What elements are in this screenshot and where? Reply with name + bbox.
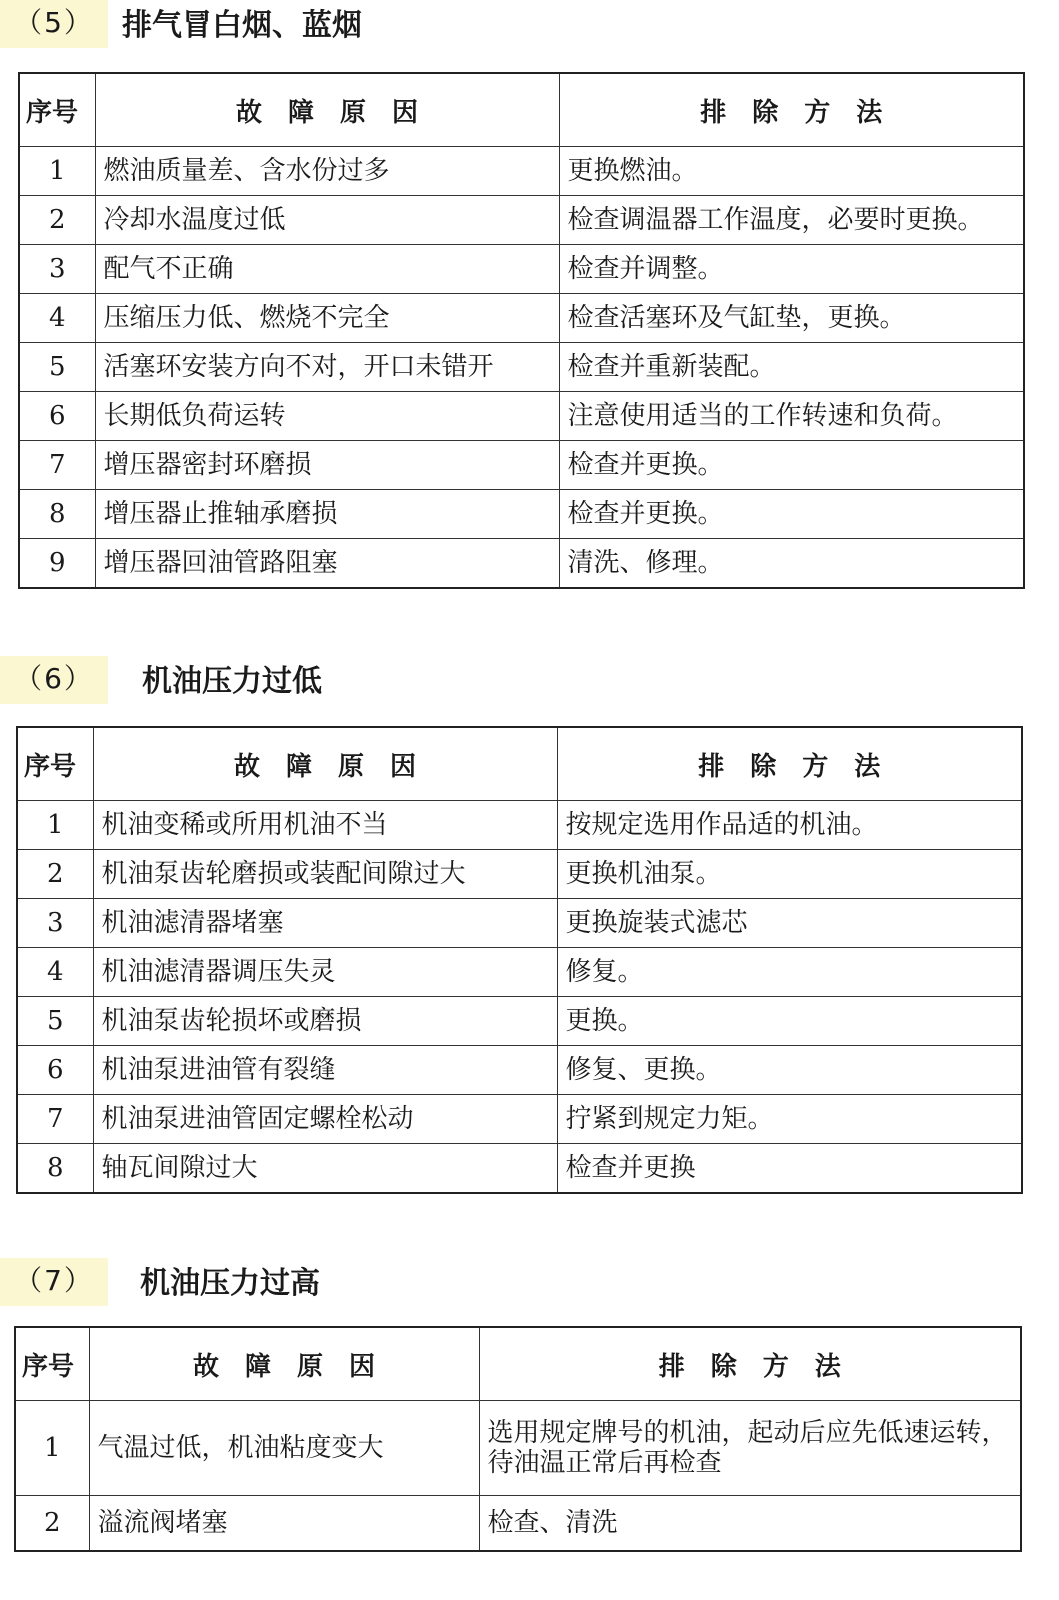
row-cause: 增压器密封环磨损 [95,441,559,490]
table-row [19,392,1024,441]
row-cause: 机油滤清器堵塞 [93,899,557,948]
section-number: （5） [0,0,108,48]
section-heading [0,0,520,50]
table-header-row [17,727,1022,801]
row-num: 2 [17,850,93,899]
row-method: 检查调温器工作温度，必要时更换。 [559,196,1024,245]
row-cause: 活塞环安装方向不对，开口未错开 [95,343,559,392]
table-row [15,1401,1021,1496]
row-num: 1 [19,147,95,196]
table-header-row [19,73,1024,147]
row-method: 检查并更换 [557,1144,1022,1194]
table-row [17,997,1022,1046]
table-row [19,294,1024,343]
table-row [19,441,1024,490]
header-method: 排 除 方 法 [479,1327,1021,1401]
row-cause: 配气不正确 [95,245,559,294]
row-num: 4 [19,294,95,343]
table-row [19,245,1024,294]
section-number: （6） [0,656,108,704]
row-num: 3 [19,245,95,294]
table-row [17,1046,1022,1095]
row-method: 更换燃油。 [559,147,1024,196]
row-method: 清洗、修理。 [559,539,1024,589]
section-number: （7） [0,1258,108,1306]
row-method: 检查活塞环及气缸垫，更换。 [559,294,1024,343]
row-cause: 增压器回油管路阻塞 [95,539,559,589]
row-cause: 机油滤清器调压失灵 [93,948,557,997]
row-cause: 长期低负荷运转 [95,392,559,441]
row-method: 检查并重新装配。 [559,343,1024,392]
row-num: 7 [19,441,95,490]
header-num: 序号 [15,1327,89,1401]
row-method: 检查并更换。 [559,490,1024,539]
table-row [17,948,1022,997]
header-cause: 故 障 原 因 [93,727,557,801]
row-num: 2 [19,196,95,245]
row-cause: 燃油质量差、含水份过多 [95,147,559,196]
row-cause: 机油泵齿轮磨损或装配间隙过大 [93,850,557,899]
row-num: 5 [17,997,93,1046]
section-heading [0,1258,520,1308]
header-cause: 故 障 原 因 [95,73,559,147]
row-num: 6 [19,392,95,441]
row-method: 检查、清洗 [479,1496,1021,1552]
header-num: 序号 [19,73,95,147]
row-method: 按规定选用作品适的机油。 [557,801,1022,850]
table-row [15,1496,1021,1552]
row-num: 7 [17,1095,93,1144]
table-row [19,490,1024,539]
row-cause: 增压器止推轴承磨损 [95,490,559,539]
table-row [17,1095,1022,1144]
table-row [19,196,1024,245]
table-row [17,1144,1022,1194]
section-heading [0,656,520,706]
table-row [17,801,1022,850]
row-method: 更换旋装式滤芯 [557,899,1022,948]
header-method: 排 除 方 法 [557,727,1022,801]
row-num: 8 [17,1144,93,1194]
section-title: 机油压力过高 [140,1266,320,1301]
row-cause: 机油变稀或所用机油不当 [93,801,557,850]
row-method: 修复。 [557,948,1022,997]
fault-table [18,72,1025,589]
row-method: 更换。 [557,997,1022,1046]
fault-table [16,726,1023,1194]
row-method: 修复、更换。 [557,1046,1022,1095]
row-num: 1 [15,1401,89,1496]
header-method: 排 除 方 法 [559,73,1024,147]
fault-table [14,1326,1022,1552]
table-row [19,539,1024,589]
row-num: 3 [17,899,93,948]
row-method: 选用规定牌号的机油，起动后应先低速运转，待油温正常后再检查 [479,1401,1021,1496]
section-title: 机油压力过低 [142,664,322,699]
row-cause: 溢流阀堵塞 [89,1496,479,1552]
table-row [17,850,1022,899]
row-cause: 冷却水温度过低 [95,196,559,245]
row-num: 4 [17,948,93,997]
table-row [19,147,1024,196]
row-num: 9 [19,539,95,589]
table-row [17,899,1022,948]
row-method: 检查并更换。 [559,441,1024,490]
row-num: 1 [17,801,93,850]
row-method: 注意使用适当的工作转速和负荷。 [559,392,1024,441]
table-row [19,343,1024,392]
row-num: 5 [19,343,95,392]
row-num: 2 [15,1496,89,1552]
row-num: 6 [17,1046,93,1095]
row-cause: 机油泵进油管固定螺栓松动 [93,1095,557,1144]
row-cause: 轴瓦间隙过大 [93,1144,557,1194]
header-num: 序号 [17,727,93,801]
row-cause: 气温过低，机油粘度变大 [89,1401,479,1496]
row-method: 拧紧到规定力矩。 [557,1095,1022,1144]
section-title: 排气冒白烟、蓝烟 [122,8,362,43]
table-header-row [15,1327,1021,1401]
row-method: 更换机油泵。 [557,850,1022,899]
row-method: 检查并调整。 [559,245,1024,294]
row-cause: 机油泵齿轮损坏或磨损 [93,997,557,1046]
row-cause: 压缩压力低、燃烧不完全 [95,294,559,343]
header-cause: 故 障 原 因 [89,1327,479,1401]
row-cause: 机油泵进油管有裂缝 [93,1046,557,1095]
row-num: 8 [19,490,95,539]
